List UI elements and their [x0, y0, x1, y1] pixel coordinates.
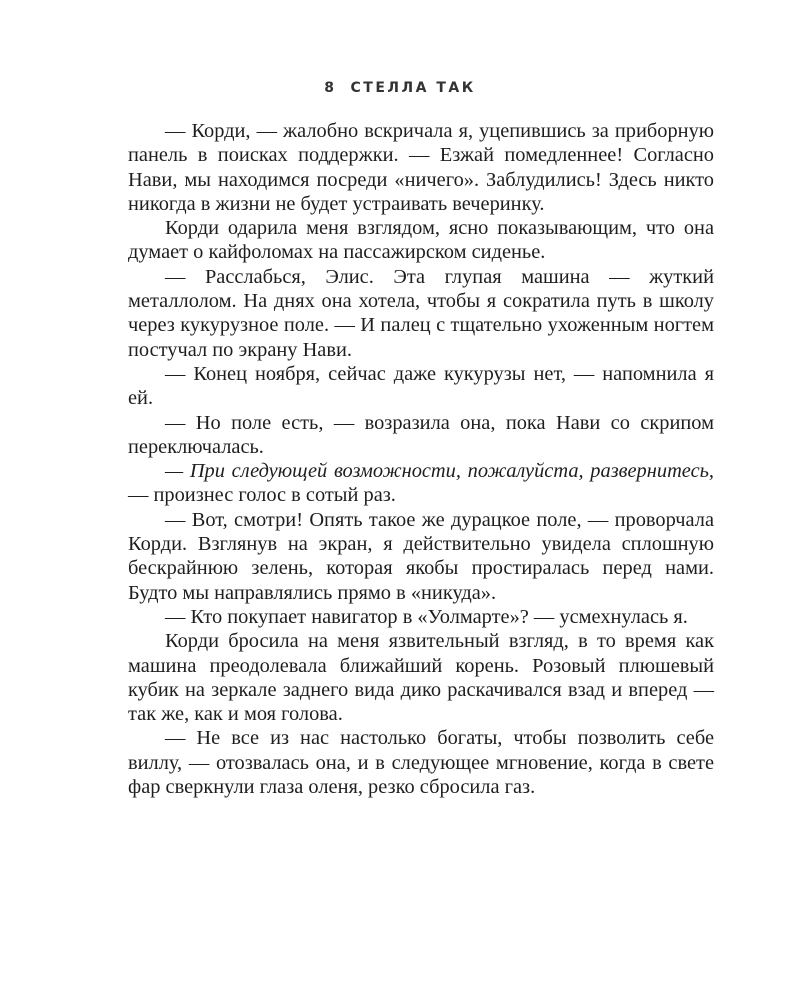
- paragraph-text: — Кто покупает навигатор в «Уолмарте»? — усмехнулась я.: [165, 605, 688, 628]
- paragraph: [128, 605, 714, 629]
- paragraph: [128, 216, 714, 265]
- paragraph-text: Корди одарила меня взглядом, ясно показывающим, что она думает о кайфоломах на пассажирском сиденье.: [128, 217, 714, 264]
- page-number: 8: [324, 80, 337, 96]
- paragraph: [128, 119, 714, 216]
- paragraph-text: — Вот, смотри! Опять такое же дурацкое поле, — проворчала Корди. Взглянув на экран, я действительно увидела сплошную бескрайнюю зелень, которая якобы простиралась перед нами. Будто мы направлялись прямо в «никуда».: [128, 508, 714, 604]
- paragraph-text: — Но поле есть, — возразила она, пока Нави со скрипом переключалась.: [128, 411, 714, 458]
- paragraph: [128, 265, 714, 362]
- paragraph-text: — Не все из нас настолько богаты, чтобы позволить себе виллу, — отозвалась она, и в следующее мгновение, когда в свете фар сверкнули глаза оленя, резко сбросила газ.: [128, 727, 714, 799]
- paragraph: [128, 411, 714, 460]
- paragraph-text: — Корди, — жалобно вскричала я, уцепившись за приборную панель в поисках поддержки. — Езжай помедленнее! Согласно Нави, мы находимся посреди «ничего». Заблудились! Здесь никто никогда в жизни не будет устраивать вечеринку.: [128, 120, 714, 215]
- paragraph-text: — Конец ноября, сейчас даже кукурузы нет, — напомнила я ей.: [128, 362, 714, 410]
- paragraph: [128, 726, 714, 799]
- paragraph: [128, 508, 714, 605]
- running-title: СТЕЛЛА ТАК: [350, 80, 476, 96]
- paragraph-text: Корди бросила на меня язвительный взгляд, в то время как машина преодолевала ближайший корень. Розовый плюшевый кубик на зеркале заднего вида дико раскачивался взад и вперед — так же, как и моя голова.: [128, 630, 714, 726]
- paragraph-text: — произнес голос в сотый раз.: [128, 484, 396, 507]
- paragraph: [128, 629, 714, 726]
- paragraph: [128, 459, 714, 508]
- italic-speech: — При следующей возможности, пожалуйста, развернитесь,: [165, 460, 714, 483]
- body-text: [128, 119, 714, 799]
- paragraph: [128, 362, 714, 411]
- running-head: [0, 80, 800, 96]
- paragraph-text: — Расслабься, Элис. Эта глупая машина — жуткий металлолом. На днях она хотела, чтобы я сократила путь в школу через кукурузное поле. — И палец с тщательно ухоженным ногтем постучал по экрану Нави.: [128, 265, 714, 361]
